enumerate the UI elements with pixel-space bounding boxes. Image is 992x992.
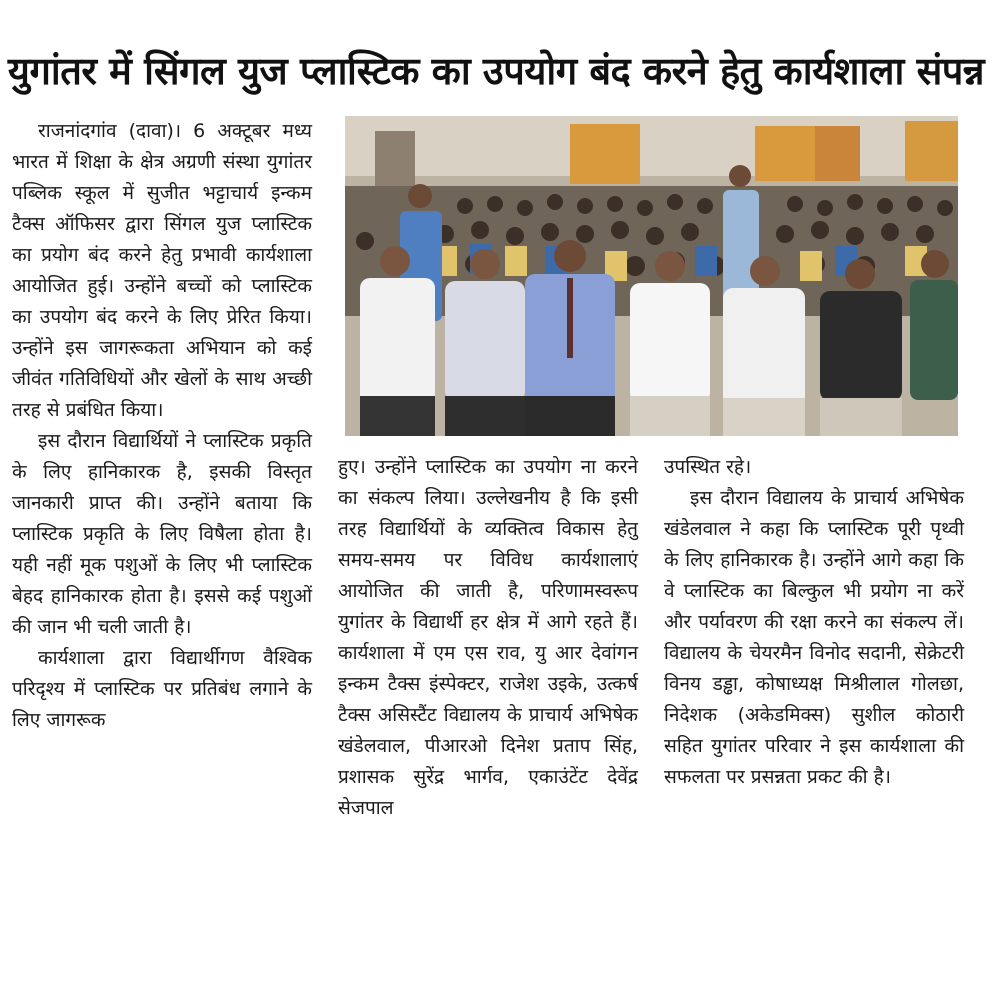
paragraph: राजनांदगांव (दावा)। 6 अक्टूबर मध्य भारत में शिक्षा के क्षेत्र अग्रणी संस्था युगांतर पब्लिक स्कूल में सुजीत भट्टाचार्य इन्कम टैक्स ऑफिसर द्वारा सिंगल युज प्लास्टिक का प्रयोग बंद करने हेतु प्रभावी कार्यशाला आयोजित हुई। उन्होंने बच्चों को प्लास्टिक का उपयोग बंद करने के लिए प्रेरित किया। उन्होंने इस जागरूकता अभियान को कई जीवंत गतिविधियों और खेलों के साथ अच्छी तरह से प्रबंधित किया। [12,120,312,421]
event-photo-illustration [345,116,958,436]
door [375,131,415,191]
curtain [570,124,640,184]
event-photo [345,116,958,436]
paragraph: हुए। उन्होंने प्लास्टिक का उपयोग ना करने का संकल्प लिया। उल्लेखनीय है कि इसी तरह विद्यार्थियों के व्यक्तित्व विकास हेतु समय-समय पर विविध कार्यशालाएं आयोजित की जाती है, परिणामस्वरूप युगांतर के विद्यार्थी हर क्षेत्र में आगे रहते हैं। कार्यशाला में एम एस राव, यु आर देवांगन इन्कम टैक्स इंस्पेक्टर, राजेश उइके, उत्कर्ष टैक्स असिस्टैंट विद्यालय के प्राचार्य अभिषेक खंडेलवाल, पीआरओ दिनेश प्रताप सिंह, प्रशासक सुरेंद्र भार्गव, एकाउंटेंट देवेंद्र सेजपाल [338,456,638,819]
paragraph: इस दौरान विद्यार्थियों ने प्लास्टिक प्रकृति के लिए हानिकारक है, इसकी विस्तृत जानकारी प्राप्त की। उन्होंने बताया कि प्लास्टिक प्रकृति के लिए विषैला होता है। यही नहीं मूक पशुओं के लिए भी प्लास्टिक बेहद हानिकारक होता है। इससे कई पशुओं की जान भी चली जाती है। [12,430,312,638]
curtain [755,126,815,181]
paragraph: कार्यशाला द्वारा विद्यार्थीगण वैश्विक परिदृश्य में प्लास्टिक पर प्रतिबंध लगाने के लिए जागरूक [12,647,312,731]
ceiling [345,116,958,176]
article-column-3 [664,452,964,793]
curtain [905,121,958,181]
article-column-2 [338,452,638,824]
headline: युगांतर में सिंगल युज प्लास्टिक का उपयोग बंद करने हेतु कार्यशाला संपन्न [7,49,985,93]
paragraph: इस दौरान विद्यालय के प्राचार्य अभिषेक खंडेलवाल ने कहा कि प्लास्टिक पूरी पृथ्वी के लिए हानिकारक है। उन्होंने आगे कहा कि वे प्लास्टिक का बिल्कुल भी प्रयोग ना करें और पर्यावरण की रक्षा करने का संकल्प लें। विद्यालय के चेयरमैन विनोद सदानी, सेक्रेटरी विनय डड्ढा, कोषाध्यक्ष मिश्रीलाल गोलछा, निदेशक (अकेडमिक्स) सुशील कोठारी सहित युगांतर परिवार ने इस कार्यशाला की सफलता पर प्रसन्नता प्रकट की है। [664,487,964,788]
paragraph: उपस्थित रहे। [664,456,752,478]
article-column-1 [12,116,312,736]
curtain [815,126,860,181]
